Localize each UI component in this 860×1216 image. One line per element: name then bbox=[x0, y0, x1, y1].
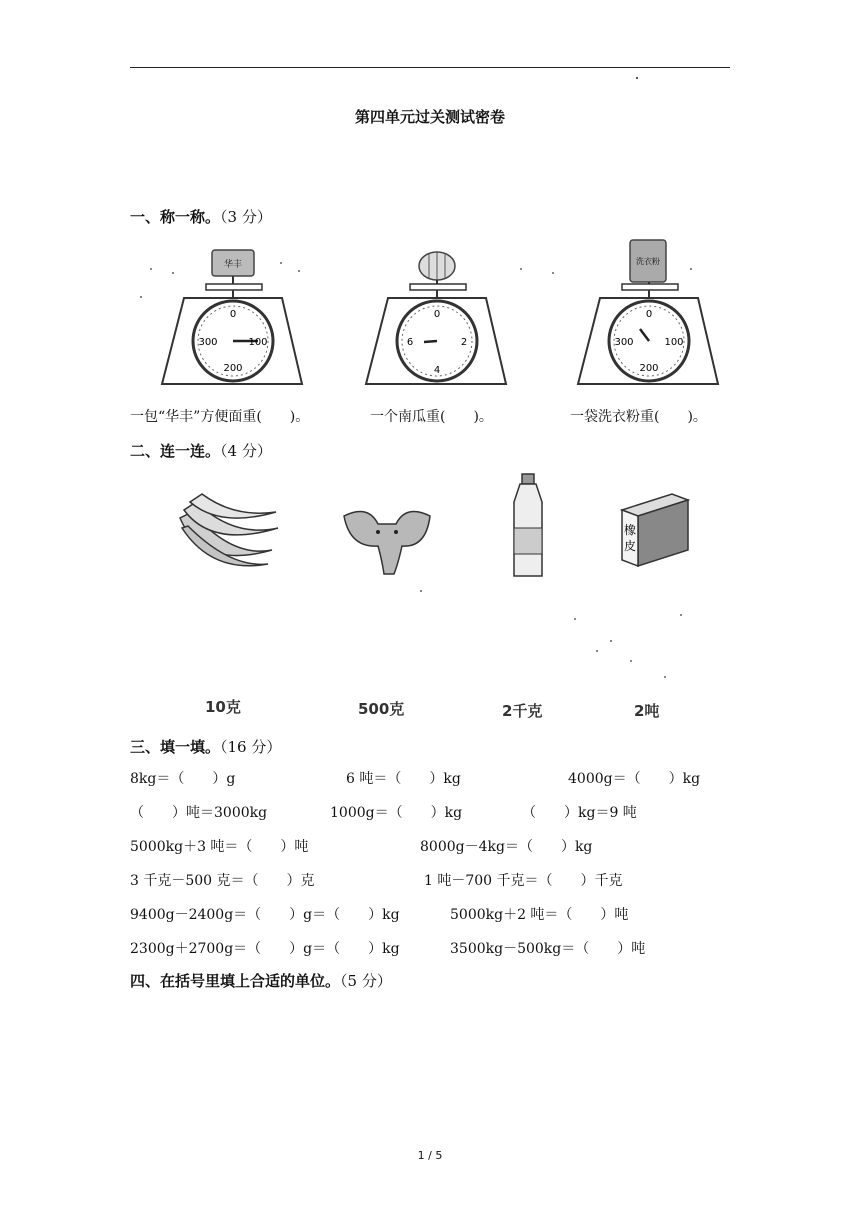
scale-2-caption: 一个南瓜重( )。 bbox=[370, 409, 493, 425]
speck bbox=[150, 268, 152, 270]
section-4-points: （5 分） bbox=[340, 972, 392, 990]
scale-1-drawing bbox=[148, 246, 316, 390]
scale-2-tick-top: 0 bbox=[433, 309, 441, 320]
scale-3-tick-left: 300 bbox=[614, 337, 634, 348]
speck bbox=[140, 296, 142, 298]
match-label-3: 2千克 bbox=[502, 702, 543, 720]
speck bbox=[298, 270, 300, 272]
section-4-heading bbox=[130, 970, 392, 991]
speck bbox=[596, 650, 598, 652]
scale-2 bbox=[352, 246, 520, 394]
scale-2-tick-bottom: 4 bbox=[433, 365, 441, 376]
fill-4-2: 1 吨－700 千克＝（ ）千克 bbox=[424, 873, 623, 889]
section-1-heading bbox=[130, 206, 272, 227]
scale-3 bbox=[564, 236, 732, 394]
speck bbox=[574, 618, 576, 620]
elephant-picture bbox=[338, 504, 436, 580]
fill-6-2: 3500kg－500kg＝（ ）吨 bbox=[450, 941, 646, 957]
scale-3-drawing bbox=[564, 236, 732, 390]
section-4-label: 四、在括号里填上合适的单位。 bbox=[130, 972, 341, 990]
speck bbox=[552, 272, 554, 274]
page-dot bbox=[636, 77, 638, 79]
fill-3-1: 5000kg＋3 吨＝（ ）吨 bbox=[130, 839, 309, 855]
bananas-picture bbox=[172, 488, 282, 578]
scale-2-tick-left: 6 bbox=[406, 337, 414, 348]
scale-1-package-text: 华丰 bbox=[223, 260, 243, 270]
page-number: 1 / 5 bbox=[417, 1149, 443, 1162]
fill-2-1: （ ）吨＝3000kg bbox=[130, 805, 268, 821]
scale-3-tick-bottom: 200 bbox=[639, 363, 659, 374]
scale-2-tick-right: 2 bbox=[460, 337, 468, 348]
scale-1-tick-left: 300 bbox=[198, 337, 218, 348]
fill-1-3: 4000g＝（ ）kg bbox=[568, 771, 701, 787]
eraser-text-2: 皮 bbox=[623, 539, 637, 553]
scale-1 bbox=[148, 246, 316, 394]
fill-4-1: 3 千克－500 克＝（ ）克 bbox=[130, 873, 315, 889]
scale-1-tick-right: 100 bbox=[248, 337, 268, 348]
speck bbox=[520, 268, 522, 270]
section-3-heading bbox=[130, 736, 281, 757]
fill-1-2: 6 吨＝（ ）kg bbox=[346, 771, 461, 787]
speck bbox=[420, 590, 422, 592]
section-2-label: 二、连一连。 bbox=[130, 442, 221, 460]
speck bbox=[610, 640, 612, 642]
page-title: 第四单元过关测试密卷 bbox=[354, 108, 505, 126]
section-2-points: （4 分） bbox=[220, 442, 272, 460]
fill-2-2: 1000g＝（ ）kg bbox=[330, 805, 463, 821]
fill-6-1: 2300g＋2700g＝（ ）g＝（ ）kg bbox=[130, 941, 400, 957]
match-label-2: 500克 bbox=[358, 700, 405, 718]
match-label-1: 10克 bbox=[205, 698, 241, 716]
fill-3-2: 8000g－4kg＝（ ）kg bbox=[420, 839, 593, 855]
eraser-text-1: 橡 bbox=[623, 523, 637, 537]
speck bbox=[664, 676, 666, 678]
scale-3-tick-right: 100 bbox=[664, 337, 684, 348]
section-1-label: 一、称一称。 bbox=[130, 208, 221, 226]
fill-5-2: 5000kg＋2 吨＝（ ）吨 bbox=[450, 907, 629, 923]
section-1-points: （3 分） bbox=[220, 208, 272, 226]
section-2-heading bbox=[130, 440, 272, 461]
scale-3-package-text: 洗衣粉 bbox=[636, 257, 660, 266]
speck bbox=[680, 614, 682, 616]
scale-1-caption: 一包“华丰”方便面重( )。 bbox=[130, 409, 310, 425]
eraser-picture bbox=[616, 490, 692, 574]
scale-1-tick-bottom: 200 bbox=[223, 363, 243, 374]
fill-2-3: （ ）kg＝9 吨 bbox=[522, 805, 637, 821]
scale-1-tick-top: 0 bbox=[229, 309, 237, 320]
fill-5-1: 9400g－2400g＝（ ）g＝（ ）kg bbox=[130, 907, 400, 923]
scale-3-tick-top: 0 bbox=[645, 309, 653, 320]
bottle-picture bbox=[506, 472, 550, 584]
speck bbox=[690, 268, 692, 270]
match-label-4: 2吨 bbox=[634, 702, 660, 720]
scale-3-caption: 一袋洗衣粉重( )。 bbox=[570, 409, 707, 425]
section-3-label: 三、填一填。 bbox=[130, 738, 221, 756]
section-3-points: （16 分） bbox=[220, 738, 282, 756]
scale-2-drawing bbox=[352, 246, 520, 390]
speck bbox=[630, 660, 632, 662]
speck bbox=[280, 262, 282, 264]
header-rule bbox=[130, 67, 730, 68]
fill-1-1: 8kg＝（ ）g bbox=[130, 771, 236, 787]
speck bbox=[172, 272, 174, 274]
